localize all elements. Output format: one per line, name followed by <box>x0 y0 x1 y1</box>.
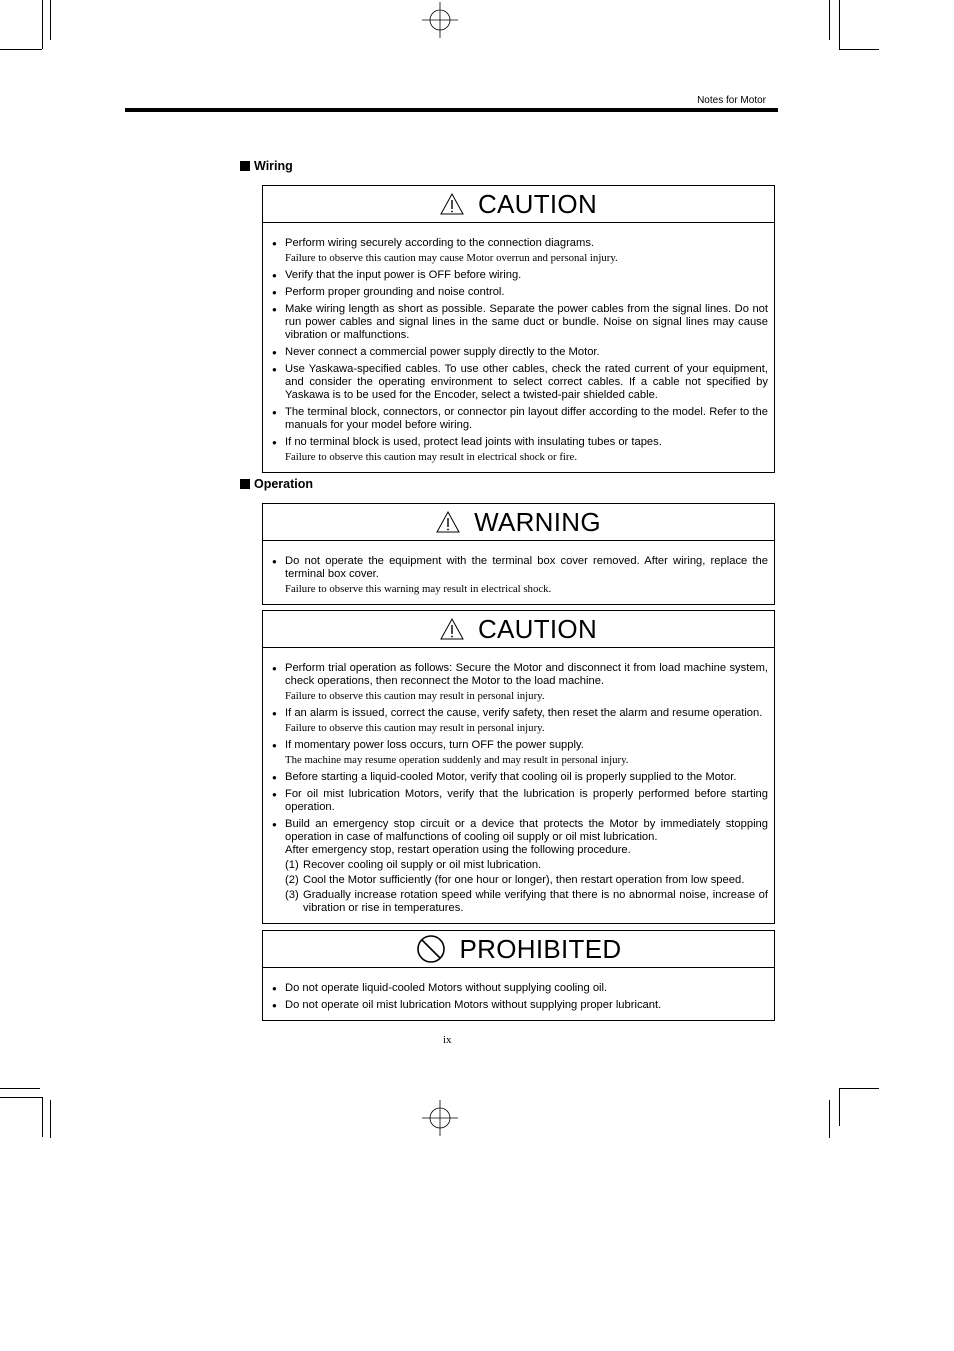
caution-title-bar <box>263 611 774 648</box>
caution-box-operation <box>262 610 775 924</box>
crop-mark <box>42 1097 43 1137</box>
consequence-note: Failure to observe this caution may result in personal injury. <box>285 722 545 734</box>
section-heading-wiring: Wiring <box>240 159 293 173</box>
prohibited-title-bar <box>263 931 774 968</box>
list-item: ● Perform proper grounding and noise control. <box>273 286 768 299</box>
registration-mark-icon <box>422 2 458 38</box>
list-item: ● Make wiring length as short as possible. Separate the power cables from the signal lines. Do not run power cables and signal lines in the same duct or bundle. Noise on signal lines may cause vibration or malfunctions. <box>273 303 768 342</box>
prohibited-title: PROHIBITED <box>459 933 622 964</box>
crop-mark <box>50 0 51 40</box>
list-item: ● If an alarm is issued, correct the cause, verify safety, then reset the alarm and resume operation. Failure to observe this caution may result in personal injury. <box>273 707 768 735</box>
list-item: ● Use Yaskawa-specified cables. To use other cables, check the rated current of your equipment, and consider the operating environment to select correct cables. If a cable not specified by Yaskawa is to be used for the Encoder, select a twisted-pair shielded cable. <box>273 363 768 402</box>
list-item: ● For oil mist lubrication Motors, verify that the lubrication is properly performed before starting operation. <box>273 788 768 814</box>
crop-mark <box>829 0 830 40</box>
list-item: ● Do not operate the equipment with the terminal box cover removed. After wiring, replace the terminal box cover. Failure to observe this warning may result in electrical shock. <box>273 555 768 596</box>
prohibited-box-operation <box>262 930 775 1021</box>
page-number: ix <box>443 1034 452 1046</box>
list-item: ● If momentary power loss occurs, turn OFF the power supply. The machine may resume operation suddenly and may result in personal injury. <box>273 739 768 767</box>
warning-title-bar <box>263 504 774 541</box>
crop-mark <box>0 1088 40 1089</box>
warning-box-operation <box>262 503 775 605</box>
consequence-note: Failure to observe this caution may cause Motor overrun and personal injury. <box>285 252 618 264</box>
crop-mark <box>839 0 840 49</box>
crop-mark <box>839 49 879 50</box>
crop-mark <box>839 1088 879 1089</box>
list-item: ● The terminal block, connectors, or connector pin layout differ according to the model. Refer to the manuals for your model before wiring. <box>273 406 768 432</box>
list-item: ● Perform wiring securely according to the connection diagrams. Failure to observe this caution may cause Motor overrun and personal injury. <box>273 237 768 265</box>
procedure-step: (3) Gradually increase rotation speed while verifying that there is no abnormal noise, increase of vibration or rise in temperatures. <box>285 889 768 914</box>
warning-triangle-icon <box>440 617 464 641</box>
registration-mark-icon <box>422 1100 458 1136</box>
list-item: ● Never connect a commercial power supply directly to the Motor. <box>273 346 768 359</box>
list-item: ● Perform trial operation as follows: Secure the Motor and disconnect it from load machine system, check operations, then reconnect the Motor to the load machine. Failure to observe this caution may result in personal injury. <box>273 662 768 703</box>
warning-triangle-icon <box>436 510 460 534</box>
list-item: ● Build an emergency stop circuit or a device that protects the Motor by immediately stopping operation in case of malfunctions of cooling oil supply or oil mist lubrication. After emergency stop, restart operation using the following procedure. (1) Recover cooling oil supply or oil mist lubrication. (2) Cool the Motor sufficiently (for one hour or longer), then restart operation from low speed. (3) Gradually increase rotation speed while verifying that there is no abnormal noise, increase of vibration or rise in temperatures. <box>273 818 768 915</box>
crop-mark <box>829 1100 830 1138</box>
running-head: Notes for Motor <box>697 95 766 106</box>
procedure-step: (1) Recover cooling oil supply or oil mist lubrication. <box>285 859 542 871</box>
consequence-note: The machine may resume operation suddenly and may result in personal injury. <box>285 754 629 766</box>
crop-mark <box>839 1088 840 1126</box>
crop-mark <box>0 49 42 50</box>
header-rule <box>125 108 778 112</box>
caution-title-bar <box>263 186 774 223</box>
crop-mark <box>0 1097 42 1098</box>
crop-mark <box>50 1100 51 1138</box>
list-item: ● Do not operate oil mist lubrication Motors without supplying proper lubricant. <box>273 999 768 1012</box>
list-item: ● Verify that the input power is OFF before wiring. <box>273 269 768 282</box>
consequence-note: Failure to observe this caution may result in personal injury. <box>285 690 545 702</box>
consequence-note: Failure to observe this caution may result in electrical shock or fire. <box>285 451 578 463</box>
prohibited-circle-icon <box>416 934 446 964</box>
caution-title: CAUTION <box>477 188 598 219</box>
warning-triangle-icon <box>440 192 464 216</box>
list-item: ● If no terminal block is used, protect lead joints with insulating tubes or tapes. Failure to observe this caution may result in electrical shock or fire. <box>273 436 768 464</box>
procedure-step: (2) Cool the Motor sufficiently (for one hour or longer), then restart operation from low speed. <box>285 874 745 886</box>
caution-title: CAUTION <box>477 613 598 644</box>
warning-title: WARNING <box>474 506 601 537</box>
consequence-note: Failure to observe this warning may result in electrical shock. <box>285 583 552 595</box>
crop-mark <box>42 0 43 49</box>
caution-box-wiring <box>262 185 775 473</box>
list-item: ● Do not operate liquid-cooled Motors without supplying cooling oil. <box>273 982 768 995</box>
list-item: ● Before starting a liquid-cooled Motor, verify that cooling oil is properly supplied to the Motor. <box>273 771 768 784</box>
square-bullet-icon <box>240 161 250 171</box>
square-bullet-icon <box>240 479 250 489</box>
section-heading-operation: Operation <box>240 477 313 491</box>
